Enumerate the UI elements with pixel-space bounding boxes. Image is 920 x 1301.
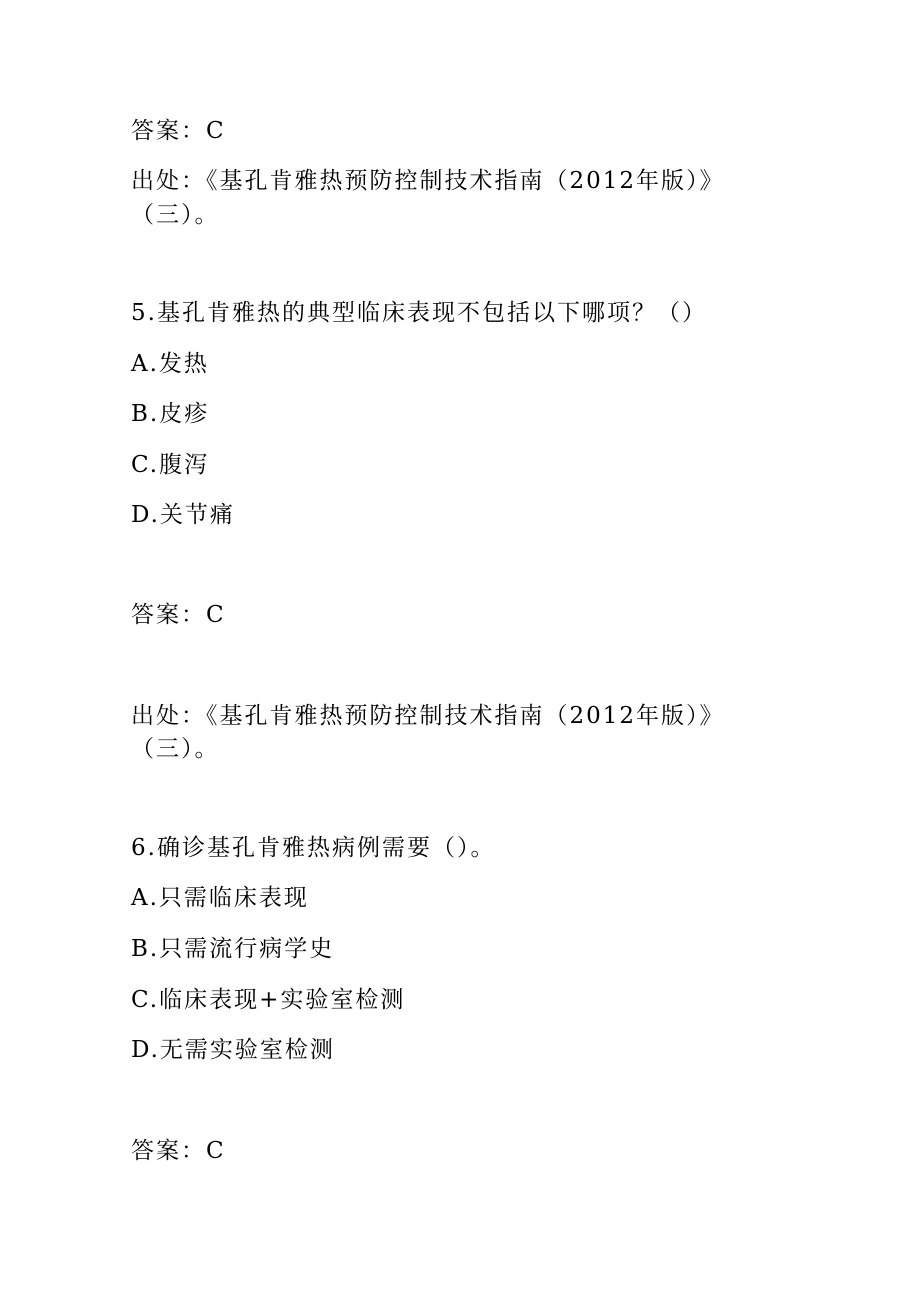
source-text-continued: （三）。 (131, 202, 220, 228)
option-c: C.临床表现+实验室检测 (131, 987, 406, 1013)
option-a: A.发热 (131, 351, 209, 377)
question-stem: 5.基孔肯雅热的典型临床表现不包括以下哪项？（） (131, 300, 707, 326)
source-text: 出处：《基孔肯雅热预防控制技术指南（2012年版）》 (131, 703, 725, 729)
option-b: B.皮疹 (131, 401, 210, 427)
answer-text: 答案：C (131, 1138, 226, 1164)
option-c: C.腹泻 (131, 452, 210, 478)
answer-text: 答案：C (131, 602, 226, 628)
option-d: D.无需实验室检测 (131, 1037, 335, 1063)
source-text-continued: （三）。 (131, 736, 220, 762)
answer-text: 答案：C (131, 118, 226, 144)
source-text: 出处：《基孔肯雅热预防控制技术指南（2012年版）》 (131, 168, 725, 194)
question-stem: 6.确诊基孔肯雅热病例需要（）。 (131, 835, 496, 861)
option-a: A.只需临床表现 (131, 885, 309, 911)
option-b: B.只需流行病学史 (131, 936, 335, 962)
option-d: D.关节痛 (131, 502, 235, 528)
